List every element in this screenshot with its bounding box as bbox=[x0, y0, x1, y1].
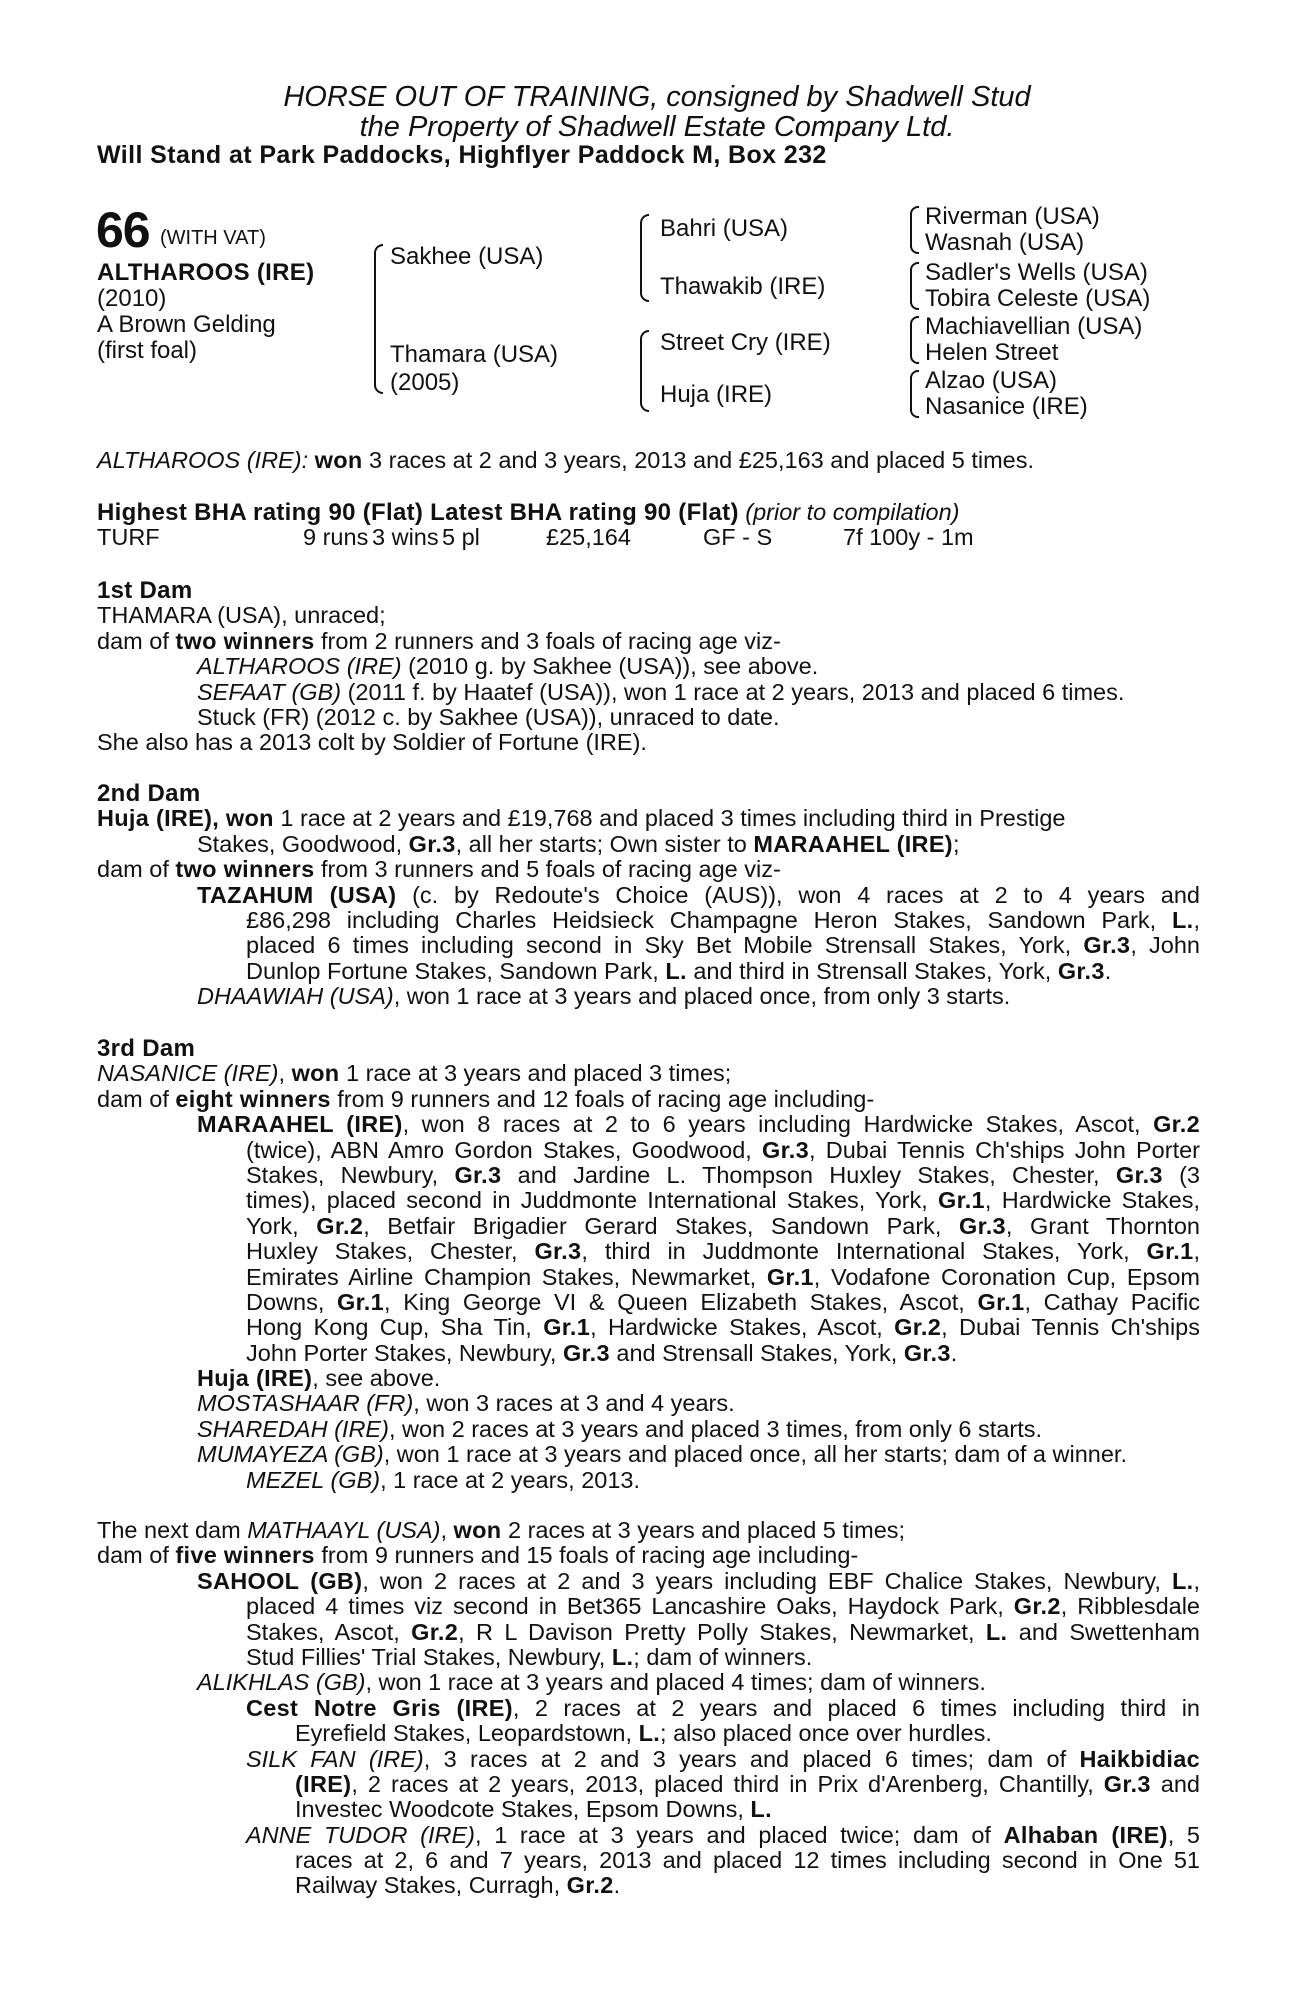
horse-year: (2010) bbox=[97, 285, 167, 312]
first-dam-line: THAMARA (USA), unraced; bbox=[97, 602, 386, 629]
pedigree-brace-g3-1 bbox=[910, 206, 919, 254]
produce-item: MUMAYEZA (GB), won 1 race at 3 years and placed once, all her starts; dam of a winner. bbox=[197, 1441, 1127, 1468]
second-dam-produce: dam of two winners from 3 runners and 5 foals of racing age viz- bbox=[97, 856, 781, 883]
produce-item-cont: Hong Kong Cup, Sha Tin, Gr.1, Hardwicke Stakes, Ascot, Gr.2, Dubai Tennis Ch'ships bbox=[246, 1315, 1200, 1341]
produce-item-cont: John Porter Stakes, Newbury, Gr.3 and Strensall Stakes, York, Gr.3. bbox=[246, 1339, 958, 1366]
produce-item: SAHOOL (GB), won 2 races at 2 and 3 years including EBF Chalice Stakes, Newbury, L., bbox=[197, 1568, 1200, 1594]
produce-item: TAZAHUM (USA) (c. by Redoute's Choice (AUS)), won 4 races at 2 to 4 years and bbox=[197, 882, 1200, 908]
produce-item: Huja (IRE), see above. bbox=[197, 1365, 441, 1392]
produce-item-cont: Downs, Gr.1, King George VI & Queen Elizabeth Stakes, Ascot, Gr.1, Cathay Pacific bbox=[246, 1289, 1200, 1315]
pedigree-brace-g3-2 bbox=[910, 262, 919, 310]
pedigree-sire-sire: Bahri (USA) bbox=[660, 215, 789, 242]
third-dam-section bbox=[97, 1036, 1200, 1493]
produce-item-cont: (twice), ABN Amro Gordon Stakes, Goodwood, Gr.3, Dubai Tennis Ch'ships John Porter bbox=[246, 1137, 1200, 1163]
horse-foal-note: (first foal) bbox=[97, 337, 198, 364]
produce-item: ALIKHLAS (GB), won 1 race at 3 years and placed 4 times; dam of winners. bbox=[197, 1669, 986, 1696]
produce-item: ALTHAROOS (IRE) (2010 g. by Sakhee (USA)), see above. bbox=[197, 653, 819, 680]
horse-description: A Brown Gelding bbox=[97, 311, 276, 338]
lot-number: 66 bbox=[96, 202, 150, 258]
pedigree-ddd: Nasanice (IRE) bbox=[925, 393, 1088, 420]
pedigree-brace-g3-3 bbox=[910, 316, 919, 364]
produce-item-cont: Huxley Stakes, Chester, Gr.3, third in Juddmonte International Stakes, York, Gr.1, bbox=[246, 1239, 1200, 1265]
pedigree-dam-dam: Huja (IRE) bbox=[660, 381, 773, 408]
produce-item-sub: MEZEL (GB), 1 race at 2 years, 2013. bbox=[246, 1466, 641, 1493]
pedigree-dss: Machiavellian (USA) bbox=[925, 313, 1143, 340]
pedigree-sire-dam: Thawakib (IRE) bbox=[660, 273, 826, 300]
pedigree-brace-g3-4 bbox=[910, 370, 919, 418]
produce-item: DHAAWIAH (USA), won 1 race at 3 years and placed once, from only 3 starts. bbox=[197, 983, 1011, 1010]
first-dam-produce: dam of two winners from 2 runners and 3 foals of racing age viz- bbox=[97, 627, 781, 654]
next-dam-produce: dam of five winners from 9 runners and 15 foals of racing age including- bbox=[97, 1542, 859, 1569]
produce-item-sub-cont: (IRE), 2 races at 2 years, 2013, placed third in Prix d'Arenberg, Chantilly, Gr.3 and bbox=[295, 1771, 1200, 1797]
second-dam-section bbox=[97, 781, 1200, 1010]
first-dam-section bbox=[97, 578, 1200, 756]
second-dam-line: Huja (IRE), won 1 race at 2 years and £19,768 and placed 3 times including third in Prestige bbox=[97, 805, 1066, 832]
stats-runs: 9 runs bbox=[303, 524, 369, 550]
first-dam-foal-note: She also has a 2013 colt by Soldier of Fortune (IRE). bbox=[97, 729, 647, 756]
produce-item: MARAAHEL (IRE), won 8 races at 2 to 6 years including Hardwicke Stakes, Ascot, Gr.2 bbox=[197, 1112, 1200, 1138]
produce-item-cont: placed 6 times including second in Sky Bet Mobile Strensall Stakes, York, Gr.3, John bbox=[246, 933, 1200, 959]
pedigree-brace-main bbox=[374, 244, 383, 394]
produce-item-cont: times), placed second in Juddmonte International Stakes, York, Gr.1, Hardwicke Stakes, bbox=[246, 1188, 1200, 1214]
stats-surface: TURF bbox=[97, 524, 160, 550]
summary-text: 3 races at 2 and 3 years, 2013 and £25,163 and placed 5 times. bbox=[369, 447, 1035, 473]
produce-item-sub: ANNE TUDOR (IRE), 1 race at 3 years and placed twice; dam of Alhaban (IRE), 5 bbox=[246, 1822, 1200, 1848]
stats-wins: 3 wins bbox=[372, 524, 439, 550]
pedigree-dam-sire: Street Cry (IRE) bbox=[660, 329, 831, 356]
header-property: the Property of Shadwell Estate Company Ltd. bbox=[359, 111, 955, 143]
produce-item-cont: Stud Fillies' Trial Stakes, Newbury, L.; dam of winners. bbox=[246, 1643, 813, 1670]
stats-placed: 5 pl bbox=[442, 524, 480, 550]
pedigree-dds: Alzao (USA) bbox=[925, 367, 1058, 394]
header-consignor: HORSE OUT OF TRAINING, consigned by Shadwell Stud bbox=[283, 81, 1031, 113]
rating-note: (prior to compilation) bbox=[745, 499, 960, 525]
produce-item: SEFAAT (GB) (2011 f. by Haatef (USA)), won 1 race at 2 years, 2013 and placed 6 times. bbox=[197, 678, 1125, 705]
produce-item-cont: Emirates Airline Champion Stakes, Newmarket, Gr.1, Vodafone Coronation Cup, Epsom bbox=[246, 1264, 1200, 1290]
produce-item-cont: York, Gr.2, Betfair Brigadier Gerard Stakes, Sandown Park, Gr.3, Grant Thornton bbox=[246, 1213, 1200, 1239]
pedigree-dsd: Helen Street bbox=[925, 339, 1059, 366]
header-location: Will Stand at Park Paddocks, Highflyer Paddock M, Box 232 bbox=[97, 141, 827, 169]
produce-item: MOSTASHAAR (FR), won 3 races at 3 and 4 years. bbox=[197, 1390, 735, 1417]
next-dam-section bbox=[97, 1518, 1200, 1899]
vat-note: (WITH VAT) bbox=[160, 227, 266, 249]
produce-item-sub: SILK FAN (IRE), 3 races at 2 and 3 years and placed 6 times; dam of Haikbidiac bbox=[246, 1746, 1200, 1772]
next-dam-line: The next dam MATHAAYL (USA), won 2 races at 3 years and placed 5 times; bbox=[97, 1517, 906, 1543]
first-dam-heading: 1st Dam bbox=[97, 577, 193, 604]
rating-line bbox=[97, 500, 959, 525]
pedigree-brace-sire bbox=[640, 214, 649, 302]
pedigree-sds: Sadler's Wells (USA) bbox=[925, 259, 1148, 286]
summary-name: ALTHAROOS (IRE) bbox=[97, 447, 302, 473]
pedigree-ssd: Wasnah (USA) bbox=[925, 229, 1085, 256]
pedigree-brace-dam bbox=[640, 330, 649, 412]
summary-won: won bbox=[314, 447, 363, 473]
produce-item: Stuck (FR) (2012 c. by Sakhee (USA)), unraced to date. bbox=[197, 703, 780, 730]
race-summary: ALTHAROOS (IRE): won 3 races at 2 and 3 years, 2013 and £25,163 and placed 5 times. bbox=[97, 447, 1035, 473]
produce-item-cont: Stakes, Ascot, Gr.2, R L Davison Pretty Polly Stakes, Newmarket, L. and Swettenham bbox=[246, 1619, 1200, 1645]
produce-item-sub-cont: races at 2, 6 and 7 years, 2013 and placed 12 times including second in One 51 bbox=[295, 1848, 1200, 1874]
produce-item-cont: Dunlop Fortune Stakes, Sandown Park, L. and third in Strensall Stakes, York, Gr.3. bbox=[246, 957, 1112, 984]
pedigree-dam-year: (2005) bbox=[390, 369, 460, 396]
third-dam-produce: dam of eight winners from 9 runners and 12 foals of racing age including- bbox=[97, 1085, 875, 1112]
pedigree-dam: Thamara (USA) bbox=[390, 341, 559, 368]
second-dam-heading: 2nd Dam bbox=[97, 780, 201, 807]
third-dam-line: NASANICE (IRE), won 1 race at 3 years and placed 3 times; bbox=[97, 1060, 732, 1087]
pedigree-sss: Riverman (USA) bbox=[925, 203, 1100, 230]
stats-distance: 7f 100y - 1m bbox=[843, 524, 974, 550]
produce-item-sub-cont: Railway Stakes, Curragh, Gr.2. bbox=[295, 1872, 621, 1899]
second-dam-line: Stakes, Goodwood, Gr.3, all her starts; Own sister to MARAAHEL (IRE); bbox=[197, 830, 960, 857]
produce-item-sub-cont: Investec Woodcote Stakes, Epsom Downs, L. bbox=[295, 1796, 772, 1823]
stats-prize: £25,164 bbox=[546, 524, 631, 550]
horse-name: ALTHAROOS (IRE) bbox=[97, 259, 315, 286]
produce-item-sub-cont: Eyrefield Stakes, Leopardstown, L.; also placed once over hurdles. bbox=[295, 1720, 992, 1747]
rating-text: Highest BHA rating 90 (Flat) Latest BHA rating 90 (Flat) bbox=[97, 499, 739, 526]
produce-item-cont: £86,298 including Charles Heidsieck Champagne Heron Stakes, Sandown Park, L., bbox=[246, 907, 1200, 933]
stats-going: GF - S bbox=[703, 524, 773, 550]
pedigree-sire: Sakhee (USA) bbox=[390, 243, 544, 270]
produce-item-cont: placed 4 times viz second in Bet365 Lancashire Oaks, Haydock Park, Gr.2, Ribblesdale bbox=[246, 1594, 1200, 1620]
third-dam-heading: 3rd Dam bbox=[97, 1035, 196, 1062]
produce-item-sub: Cest Notre Gris (IRE), 2 races at 2 years and placed 6 times including third in bbox=[246, 1695, 1200, 1721]
pedigree-sdd: Tobira Celeste (USA) bbox=[925, 285, 1151, 312]
produce-item: SHAREDAH (IRE), won 2 races at 3 years and placed 3 times, from only 6 starts. bbox=[197, 1415, 1043, 1442]
produce-item-cont: Stakes, Newbury, Gr.3 and Jardine L. Thompson Huxley Stakes, Chester, Gr.3 (3 bbox=[246, 1162, 1200, 1188]
